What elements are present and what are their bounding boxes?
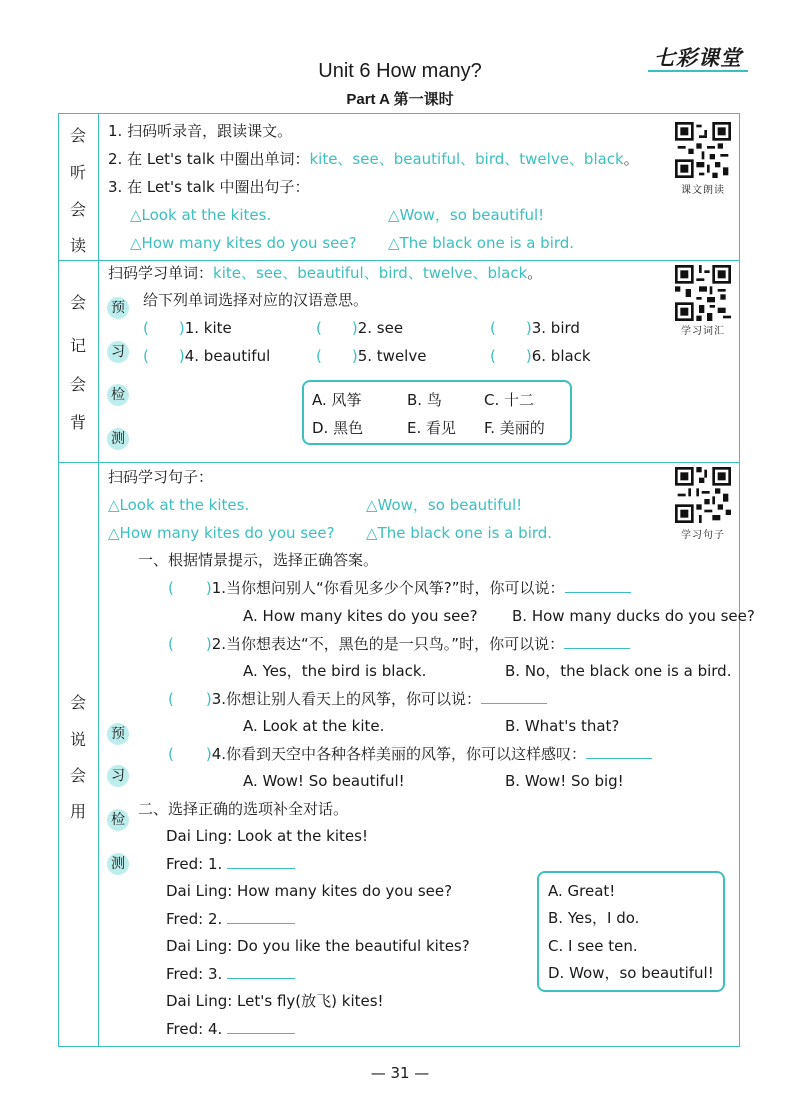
s2-item-5[interactable]: ( )5. twelve [316,347,427,365]
s2-item-3[interactable]: ( )3. bird [490,319,580,337]
s3-q4[interactable]: ( )4.你看到天空中各种各样美丽的风筝，你可以这样感叹： [168,744,652,764]
s3-label-2: 说 [69,730,86,749]
s3-q1[interactable]: ( )1.当你想问别人“你看见多少个风筝?”时，你可以说： [168,578,631,598]
column-divider [98,113,99,1047]
s2-label-4: 背 [69,413,86,432]
s3-q2[interactable]: ( )2.当你想表达“不，黑色的是一只鸟。”时，你可以说： [168,634,630,654]
qr-code-icon[interactable] [675,122,731,178]
s2-instruction: 给下列单词选择对应的汉语意思。 [143,291,369,309]
s2-option-a: A. 风筝 [312,391,362,409]
s3-q3[interactable]: ( )3.你想让别人看天上的风筝，你可以说： [168,689,547,709]
s1-label-3: 会 [69,200,86,219]
s3-q1-a: A. How many kites do you see? [243,607,478,625]
dialogue-line-3: Dai Ling: How many kites do you see? [166,882,453,900]
qr-code-icon[interactable] [675,467,731,523]
badge-preview-2: 习 [107,341,129,363]
brand-name: 七彩课堂 [654,45,742,70]
s2-item-4[interactable]: ( )4. beautiful [143,347,271,365]
s3-option-d: D. Wow，so beautiful! [548,964,714,982]
row-divider-2 [58,462,740,463]
s3-sentence-2: △Wow，so beautiful! [366,496,523,514]
dialogue-line-5: Dai Ling: Do you like the beautiful kites? [166,937,470,955]
badge-check-2: 测 [107,853,129,875]
badge-check-1: 检 [107,809,129,831]
s3-sentence-4: △The black one is a bird. [366,524,553,542]
qr-caption-3: 学习句子 [681,530,725,541]
row-divider-1 [58,260,740,261]
s1-line-1: 1. 扫码听录音，跟读课文。 [108,122,293,140]
page-title: Unit 6 How many? [318,60,482,82]
s3-sentence-1: △Look at the kites. [108,496,250,514]
dialogue-line-2[interactable]: Fred: 1. [166,854,295,874]
s3-q1-b: B. How many ducks do you see? [512,607,755,625]
s1-label-1: 会 [69,126,86,145]
s2-option-c: C. 十二 [484,391,535,409]
s1-line-2: 2. 在 Let's talk 中圈出单词：kite、see、beautiful、bird、twelve、black。 [108,150,639,168]
s3-q2-a: A. Yes，the bird is black. [243,662,427,680]
dialogue-line-8[interactable]: Fred: 4. [166,1019,295,1039]
s2-option-e: E. 看见 [407,419,457,437]
s3-part2-title: 二、选择正确的选项补全对话。 [138,800,349,818]
s2-label-2: 记 [69,336,86,355]
s3-q3-b: B. What's that? [505,717,620,735]
s1-line-3: 3. 在 Let's talk 中圈出句子： [108,178,310,196]
s2-item-1[interactable]: ( )1. kite [143,319,232,337]
page-subtitle: Part A 第一课时 [346,91,454,108]
s3-sentence-3: △How many kites do you see? [108,524,335,542]
s3-option-c: C. I see ten. [548,937,638,955]
badge-check-2: 测 [107,428,129,450]
s3-label-3: 会 [69,766,86,785]
badge-check-1: 检 [107,384,129,406]
s2-option-b: B. 鸟 [407,391,442,409]
page-number: — 31 — [370,1064,430,1082]
s3-option-b: B. Yes，I do. [548,909,640,927]
s3-q2-b: B. No，the black one is a bird. [505,662,732,680]
s1-label-2: 听 [69,163,86,182]
s3-option-a: A. Great! [548,882,616,900]
s1-sentence-3: △How many kites do you see? [130,234,357,252]
qr-caption-1: 课文朗读 [681,185,725,196]
s3-q4-a: A. Wow! So beautiful! [243,772,405,790]
s3-part1-title: 一、根据情景提示，选择正确答案。 [138,551,379,569]
s1-words: kite、see、beautiful、bird、twelve、black [309,150,624,168]
s2-option-d: D. 黑色 [312,419,364,437]
qr-code-icon[interactable] [675,265,731,321]
s3-label-1: 会 [69,693,86,712]
s1-sentence-4: △The black one is a bird. [388,234,575,252]
s3-label-4: 用 [69,802,86,821]
dialogue-line-7: Dai Ling: Let's fly(放飞) kites! [166,992,384,1010]
dialogue-line-6[interactable]: Fred: 3. [166,964,295,984]
s3-scan-line: 扫码学习句子： [108,468,214,486]
s2-words: kite、see、beautiful、bird、twelve、black [213,264,528,282]
dialogue-line-1: Dai Ling: Look at the kites! [166,827,368,845]
badge-preview-1: 预 [107,297,129,319]
s3-q4-b: B. Wow! So big! [505,772,624,790]
s2-scan-line: 扫码学习单词：kite、see、beautiful、bird、twelve、black。 [108,264,543,282]
s3-q3-a: A. Look at the kite. [243,717,385,735]
s2-item-2[interactable]: ( )2. see [316,319,404,337]
s2-item-6[interactable]: ( )6. black [490,347,591,365]
s1-label-4: 读 [69,236,86,255]
dialogue-line-4[interactable]: Fred: 2. [166,909,295,929]
badge-preview-1: 预 [107,723,129,745]
s2-option-f: F. 美丽的 [484,419,545,437]
badge-preview-2: 习 [107,765,129,787]
qr-caption-2: 学习词汇 [681,326,725,337]
s1-sentence-2: △Wow，so beautiful! [388,206,545,224]
s1-sentence-1: △Look at the kites. [130,206,272,224]
s2-label-1: 会 [69,293,86,312]
s2-label-3: 会 [69,375,86,394]
